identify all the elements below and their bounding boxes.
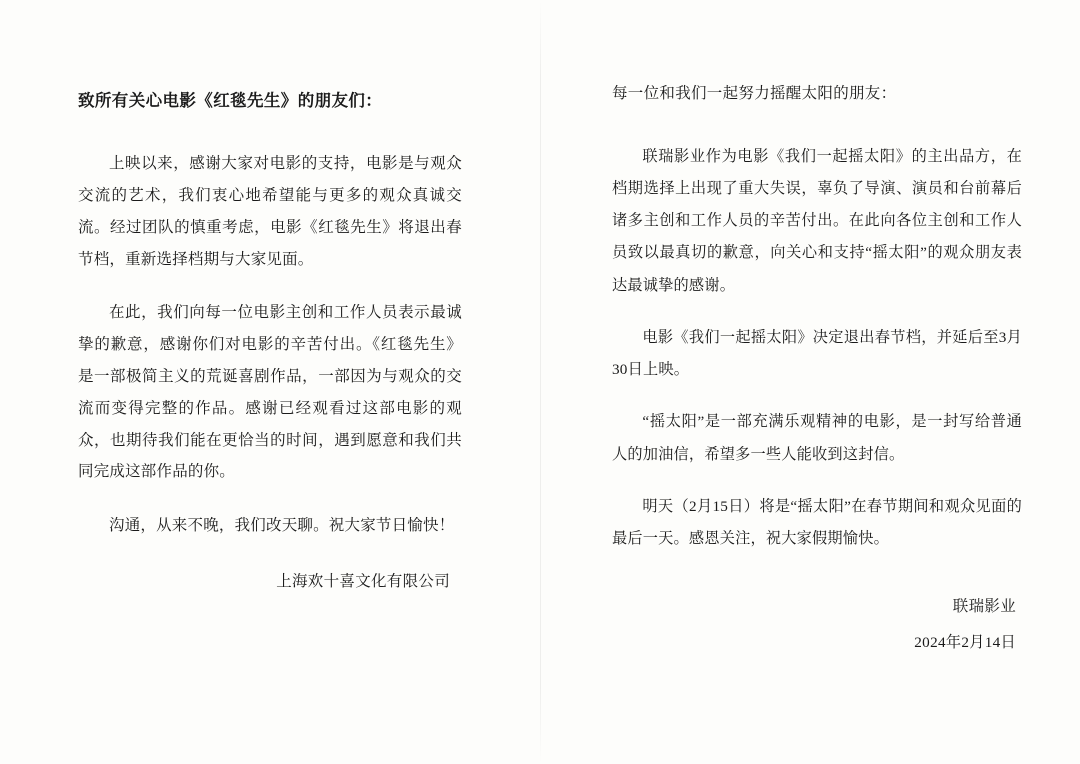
left-letter-paragraph-2: 在此，我们向每一位电影主创和工作人员表示最诚挚的歉意，感谢你们对电影的辛苦付出。《红毯先生》是一部极简主义的荒诞喜剧作品，一部因为与观众的交流而变得完整的作品。感谢已经观看过这部电影的观众，也期待我们能在更恰当的时间，遇到愿意和我们共同完成这部作品的你。 <box>78 304 462 481</box>
right-letter-signature-date: 2024年2月14日 <box>914 634 1016 652</box>
left-letter-salutation: 致所有关心电影《红毯先生》的朋友们： <box>78 91 383 110</box>
right-letter-paragraph-2: 电影《我们一起摇太阳》决定退出春节档，并延后至3月30日上映。 <box>612 328 1022 379</box>
right-letter-salutation: 每一位和我们一起努力摇醒太阳的朋友： <box>612 85 897 102</box>
left-letter-signature-name: 上海欢十喜文化有限公司 <box>276 572 450 590</box>
right-letter-paragraph-3: “摇太阳”是一部充满乐观精神的电影，是一封写给普通人的加油信，希望多一些人能收到这封信。 <box>612 413 1022 463</box>
right-letter-paragraph-1: 联瑞影业作为电影《我们一起摇太阳》的主出品方，在档期选择上出现了重大失误，辜负了导演、演员和台前幕后诸多主创和工作人员的辛苦付出。在此向各位主创和工作人员致以最真切的歉意，向关心和支持“摇太阳”的观众朋友表达最诚挚的感谢。 <box>612 147 1022 294</box>
right-letter <box>540 0 1080 764</box>
page-fold-divider <box>540 0 541 764</box>
right-letter-paragraph-4: 明天（2月15日）将是“摇太阳”在春节期间和观众见面的最后一天。感恩关注，祝大家假期愉快。 <box>612 497 1022 547</box>
left-letter-signature <box>78 566 462 597</box>
left-letter-paragraph-3: 沟通，从来不晚，我们改天聊。祝大家节日愉快！ <box>109 517 455 535</box>
right-letter-signature <box>612 591 1022 658</box>
right-letter-signature-name: 联瑞影业 <box>952 598 1016 616</box>
left-letter-paragraph-1: 上映以来，感谢大家对电影的支持，电影是与观众交流的艺术，我们衷心地希望能与更多的观众真诚交流。经过团队的慎重考虑，电影《红毯先生》将退出春节档，重新选择档期与大家见面。 <box>78 155 462 268</box>
